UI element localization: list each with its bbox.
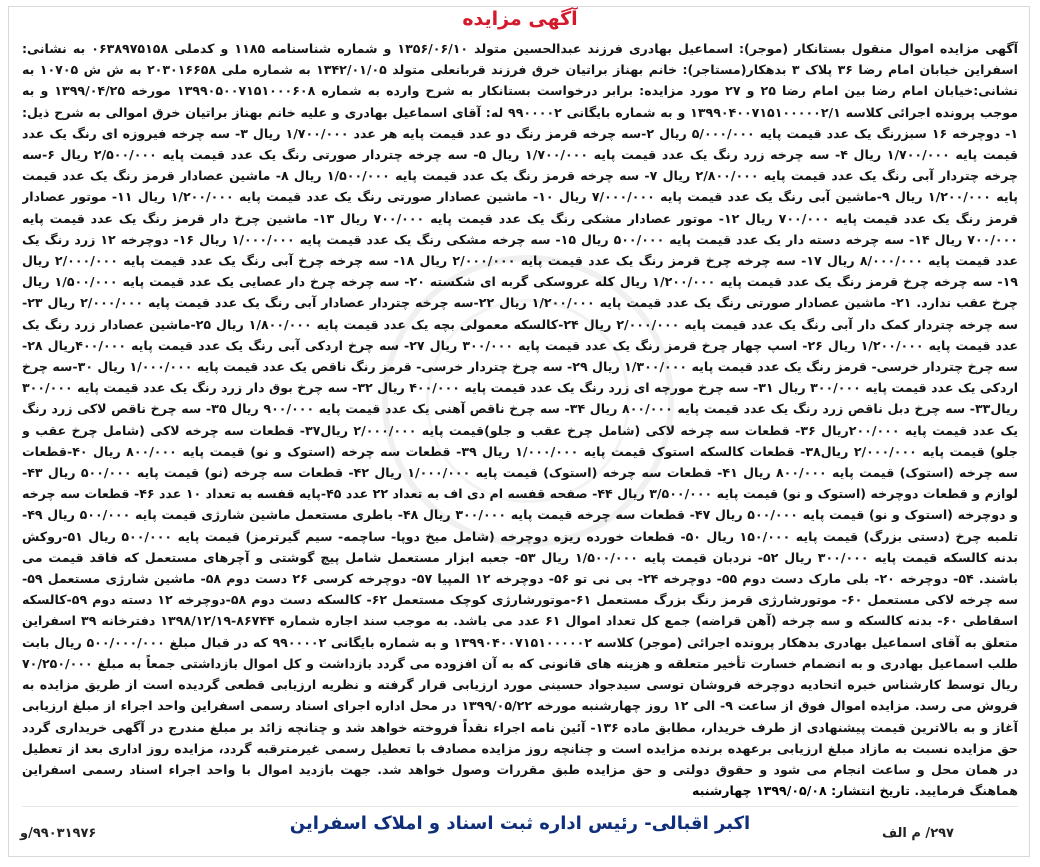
notice-body-text: آگهی مزایده اموال منقول بستانکار (موجر): اسماعیل بهادری فرزند عبدالحسین متولد ۱۳۵۶/۰۶/۱۰ و شماره شناسنامه ۱۱۸۵ و کدملی ۰۶۳۸۹۷۵۱۵۸ به نشانی: اسفراین خیابان امام رضا ۳۶ پلاک ۳ بدهکار(مستاجر): خانم بهناز براتیان خرق فرزند قربانعلی متولد ۱۳۴۲/۰۱/۰۵ به شماره ملی ۲۰۳۰۱۶۶۵۸ به ش ش ۱۰۷۰۵ به نشانی:خیابان امام رضا بین امام رضا ۲۵ و ۲۷ مورد مزایده: برابر درخواست بستانکار به شرح وارده به شماره ۱۳۹۹۰۵۰۰۷۱۵۱۰۰۰۶۰۸ مورخه ۱۳۹۹/۰۴/۲۵ و به موجب پرونده اجرائی کلاسه ۱۳۹۹۰۴۰۰۷۱۵۱۰۰۰۰۰۲/۱ و به شماره بایگانی ۹۹۰۰۰۰۲ له: آقای اسماعیل بهادری و علیه خانم بهناز براتیان خرق اموالی به شرح ذیل: ۱- دوچرخه ۱۶ سبزرنگ یک عدد قیمت پایه ۵/۰۰۰/۰۰۰ ریال ۲-سه چرخه قرمز رنگ دو عدد قیمت پایه هر عدد ۱/۷۰۰/۰۰۰ ریال ۳- سه چرخه فیروزه ای رنگ یک عدد قیمت پایه ۱/۷۰۰/۰۰۰ ریال ۴- سه چرخه زرد رنگ یک عدد قیمت پایه ۱/۷۰۰/۰۰۰ ریال ۵- سه چرخه چتردار صورتی رنگ یک عدد قیمت پایه ۲/۵۰۰/۰۰۰ ریال ۶-سه چرخه چتردار آبی رنگ یک عدد قیمت پایه ۲/۸۰۰/۰۰۰ ریال ۷- سه چرخه قرمز رنگ یک عدد قیمت پایه ۱/۵۰۰/۰۰۰ ریال ۸- ماشین عصادار قرمز رنگ یک عدد قیمت پایه ۱/۲۰۰/۰۰۰ ریال ۹-ماشین آبی رنگ یک عدد قیمت پایه ۷/۰۰۰/۰۰۰ ریال ۱۰- ماشین عصادار صورتی رنگ یک عدد قیمت پایه ۱/۲۰۰/۰۰۰ ریال ۱۱- موتور عصادار قرمز رنگ یک عدد قیمت پایه ۷۰۰/۰۰۰ ریال ۱۲- موتور عصادار مشکی رنگ یک عدد قیمت پایه ۷۰۰/۰۰۰ ریال ۱۳- ماشین چرخ دار قرمز رنگ یک عدد قیمت پایه ۷۰۰/۰۰۰ ریال ۱۴- سه چرخه دسته دار یک عدد قیمت پایه ۵۰۰/۰۰۰ ریال ۱۵- سه چرخه مشکی رنگ یک عدد قیمت پایه ۱/۰۰۰/۰۰۰ ریال ۱۶- دوچرخه ۱۲ زرد رنگ یک عدد قیمت پایه ۸/۰۰۰/۰۰۰ ریال ۱۷- سه چرخه چرخ قرمز رنگ یک عدد قیمت پایه ۲/۰۰۰/۰۰۰ ریال ۱۸- سه چرخه چرخ آبی رنگ یک عدد قیمت پایه ۲/۰۰۰/۰۰۰ ریال ۱۹- سه چرخه چرخ قرمز رنگ یک عدد قیمت پایه ۱/۲۰۰/۰۰۰ ریال کله عروسکی گربه ای شکسته ۲۰- سه چرخه چرخ دار عصایی یک عدد قیمت پایه ۱/۵۰۰/۰۰۰ ریال چرخ عقب ندارد. ۲۱- ماشین عصادار صورتی رنگ یک عدد قیمت پایه ۱/۲۰۰/۰۰۰ ریال ۲۲-سه چرخه چتردار عصادار آبی رنگ یک عدد قیمت پایه ۲/۰۰۰/۰۰۰ ریال ۲۳- سه چرخه چتردار کمک دار آبی رنگ یک عدد قیمت پایه ۲/۰۰۰/۰۰۰ ریال ۲۴-کالسکه معمولی بچه یک عدد قیمت پایه ۱/۸۰۰/۰۰۰ ریال ۲۵-ماشین عصادار زرد رنگ یک عدد قیمت پایه ۱/۲۰۰/۰۰۰ ریال ۲۶- اسپ چهار چرخ قرمز رنگ یک عدد قیمت پایه ۳۰۰/۰۰۰ ریال ۲۷- سه چرخ اردکی آبی رنگ یک عدد قیمت پایه ۴۰۰/۰۰۰ریال ۲۸- سه چرخ چتردار خرسی- قرمز رنگ یک عدد قیمت پایه ۱/۳۰۰/۰۰۰ ریال ۲۹- سه چرخ چتردار خرسی- قرمز رنگ ناقص یک عدد قیمت پایه ۱/۰۰۰/۰۰۰ ریال ۳۰-سه چرخ اردکی یک عدد قیمت پایه ۳۰۰/۰۰۰ ریال ۳۱- سه چرخ مورچه ای زرد رنگ یک عدد قیمت پایه ۴۰۰/۰۰۰ ریال ۳۲- سه چرخ بوق دار زرد رنگ یک عدد قیمت پایه ۳۰۰/۰۰۰ ریال۳۳- سه چرخ دبل ناقص زرد رنگ یک عدد قیمت پایه ۸۰۰/۰۰۰ ریال ۳۴- سه چرخ ناقص آهنی یک عدد قیمت پایه ۹۰۰/۰۰۰ ریال ۳۵- سه چرخ ناقص لاکی زرد رنگ یک عدد قیمت پایه ۲۰۰/۰۰۰ریال ۳۶- قطعات سه چرخه لاکی (شامل چرخ عقب و جلو)قیمت پایه ۲/۰۰۰/۰۰۰ ریال۳۷- قطعات سه چرخه لاکی (شامل چرخ عقب و جلو) قیمت پایه ۲/۰۰۰/۰۰۰ ریال۳۸- قطعات کالسکه استوک قیمت پایه ۱/۰۰۰/۰۰۰ ریال ۳۹- قطعات سه چرخه (استوک و نو) قیمت پایه ۸۰۰/۰۰۰ ریال ۴۰-قطعات سه چرخه (استوک) قیمت پایه ۸۰۰/۰۰۰ ریال ۴۱- قطعات سه چرخه (استوک) قیمت پایه ۱/۰۰۰/۰۰۰ ریال ۴۲- قطعات سه چرخه (نو) قیمت پایه ۵۰۰/۰۰۰ ریال ۴۳- لوازم و قطعات دوچرخه (استوک و نو) قیمت پایه ۳/۵۰۰/۰۰۰ ریال ۴۴- صفحه قفسه ام دی اف به تعداد ۲۲ عدد ۴۵-پایه قفسه به تعداد ۱۰ عدد ۴۶- قطعات سه چرخه و دوچرخه (استوک و نو) قیمت پایه ۵۰۰/۰۰۰ ریال ۴۷- قطعات سه چرخه قیمت پایه ۳۰۰/۰۰۰ ریال ۴۸- باطری مستعمل ماشین شارژی قیمت پایه ۵۰۰/۰۰۰ ریال ۴۹- تلمبه چرخ (دستی بزرگ) قیمت پایه ۱۵۰/۰۰۰ ریال ۵۰- قطعات خورده ریزه دوچرخه (شامل میخ دوپا- ساچمه- سیم گیرترمز) قیمت پایه ۵۰۰/۰۰۰ ریال ۵۱-روکش بدنه کالسکه قیمت پایه ۳۰۰/۰۰۰ ریال ۵۲- نردبان قیمت پایه ۱/۵۰۰/۰۰۰ ریال ۵۳- جعبه ابزار مستعمل شامل پیچ گوشتی و آچرهای مستعمل که فاقد قیمت می باشند. ۵۴- دوچرخه ۲۰- بلی مارک دست دوم ۵۵- دوچرخه ۲۴- بی نی تو ۵۶- دوچرخه ۱۲ المپیا ۵۷- دوچرخه کرسی ۲۶ دست دوم ۵۸- ماشین شارژی مستعمل ۵۹- سه چرخه لاکی مستعمل ۶۰- موتورشارژی قرمز رنگ بزرگ مستعمل ۶۱-موتورشارژی کوچک مستعمل ۶۲- کالسکه دست دوم ۵۸-دوچرخه ۱۲ دسته دوم ۵۹-کالسکه اسقاطی ۶۰- بدنه کالسکه و سه چرخه (آهن قراضه) جمع کل تعداد اموال ۶۱ عدد می باشد. به موجب سند اجاره شماره ۸۶۷۴۴-۱۳۹۸/۱۲/۱۹ دفترخانه ۳۹ اسفراین متعلق به آقای اسماعیل بهادری بدهکار پرونده اجرائی (موجر) کلاسه ۱۳۹۹۰۴۰۰۷۱۵۱۰۰۰۰۰۲ و به شماره بایگانی ۹۹۰۰۰۰۲ که در قبال مبلغ ۵۰۰/۰۰۰/۰۰۰ ریال بابت طلب اسماعیل بهادری و به انضمام خسارت تأخیر متعلقه و هزینه های قانونی که به آن افزوده می گردد بازداشت و کل اموال بازداشتی جمعاً به مبلغ ۷۰/۲۵۰/۰۰۰ ریال توسط کارشناس خبره اتحادیه دوچرخه فروشان توسی سیدجواد حسینی مورد ارزیابی قرار گرفته و نظریه ارزیابی قطعی گردیده است از طریق مزایده به فروش می رسد. مزایده اموال فوق از ساعت ۹- الی ۱۲ روز چهارشنبه مورخه ۱۳۹۹/۰۵/۲۲ در محل اداره اجرای اسناد رسمی اسفراین واحد اجراء از مبلغ ارزیابی آغاز و به بالاترین قیمت پیشنهادی از طرف خریدار، مطابق ماده ۱۳۶- آئین نامه اجراء نقداً فروخته خواهد شد و چنانچه زائد بر مبلغ مندرج در آگهی خریداری گردد حق مزایده نسبت به مازاد مبلغ ارزیابی برعهده برنده مزایده است و چنانچه روز مزایده مصادف با تعطیل رسمی غیرمترقبه گردد، مزایده روز اداری بعد از تعطیل در همان محل و ساعت انجام می شود و حقوق دولتی و حق مزایده طبق مقررات وصول خواهد شد. جهت بازدید اموال با واحد اجراء اسناد رسمی اسفراین هماهنگ فرمایید. [22,41,1018,799]
footer-divider [22,806,1018,807]
tracking-code: ۹۹۰۳۱۹۷۶/و [20,826,97,841]
notice-title: آگهی مزایده [462,8,578,30]
signature: اکبر اقبالی- رئیس اداره ثبت اسناد و املاک اسفراین [289,813,751,834]
notice-code: ۲۹۷/ م الف [882,826,954,841]
publish-date: تاریخ انتشار: ۱۳۹۹/۰۵/۰۸ چهارشنبه [691,783,911,799]
notice-body [22,38,1018,808]
